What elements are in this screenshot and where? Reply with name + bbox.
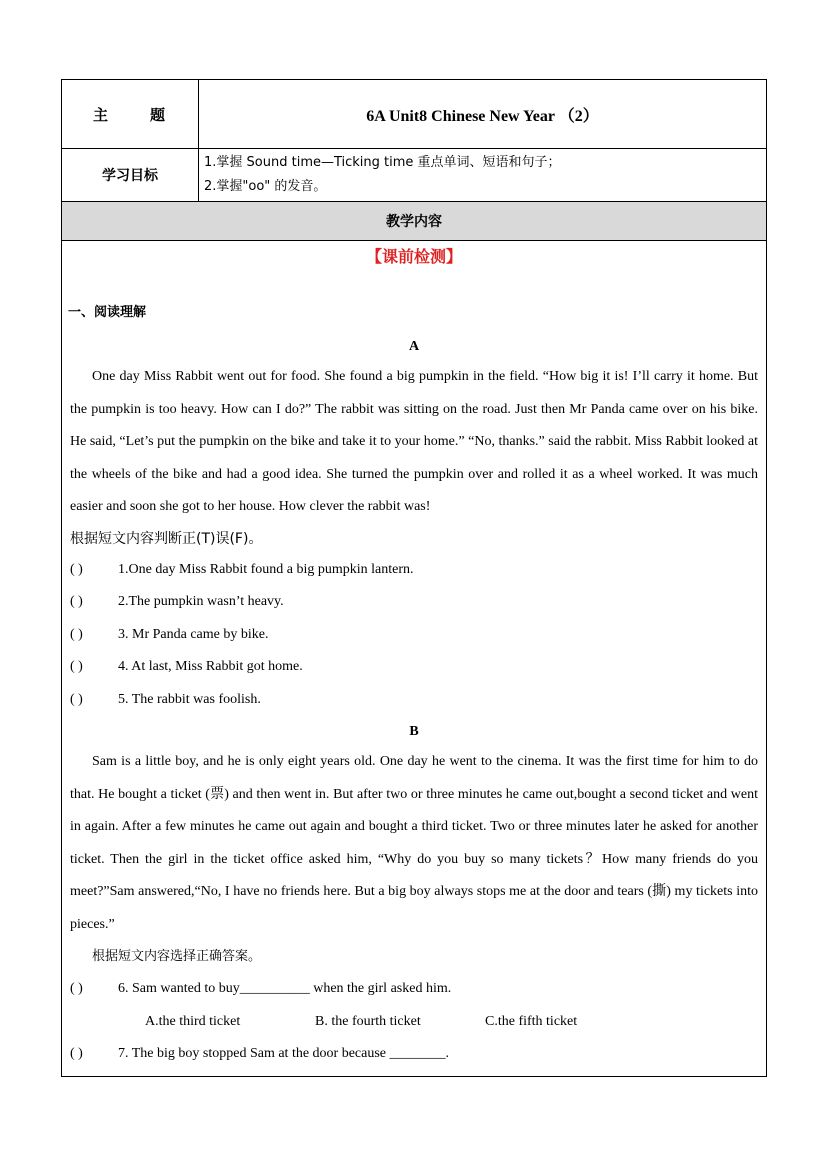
question-5 — [70, 684, 758, 717]
goal-line-1: 1.掌握 Sound time—Ticking time 重点单词、短语和句子； — [204, 155, 561, 170]
answer-blank[interactable]: ( ) — [70, 1046, 83, 1061]
option-a: A.the third ticket — [145, 1013, 241, 1029]
question-text: 6. Sam wanted to buy__________ when the girl asked him. — [118, 981, 452, 996]
content-cell — [62, 241, 767, 1077]
question-1 — [70, 554, 758, 587]
question-text: 1.One day Miss Rabbit found a big pumpkin lantern. — [118, 561, 414, 577]
worksheet-page — [61, 79, 767, 1077]
goal-label: 学习目标 — [62, 149, 199, 202]
question-6-options — [70, 1006, 758, 1039]
question-6 — [70, 973, 758, 1006]
question-3 — [70, 619, 758, 652]
passage-b-text: Sam is a little boy, and he is only eight years old. One day he went to the cinema. It was the first time for him to do that. He bought a ticket (票) and then went in. But after two or three minutes he came out,bought a second ticket and went in again. After a few minutes he came out again and bought a third ticket. Two or three minutes later he asked for another ticket. Then the girl in the ticket office asked him, “Why do you buy so many tickets？How many friends do you meet?”Sam answered,“No, I have no friends here. But a big boy always stops me at the door and tears (撕) my tickets into pieces.” — [70, 754, 758, 932]
answer-blank[interactable]: ( ) — [70, 626, 83, 642]
topic-label-char-1: 主 — [92, 105, 110, 124]
question-2 — [70, 586, 758, 619]
answer-blank[interactable]: ( ) — [70, 981, 83, 996]
option-b: B. the fourth ticket — [315, 1013, 421, 1029]
answer-blank[interactable]: ( ) — [70, 561, 83, 577]
question-text: 3. Mr Panda came by bike. — [118, 626, 269, 642]
goal-text-cell — [199, 149, 767, 202]
passage-b-title: B — [409, 724, 419, 739]
passage-a-instruction: 根据短文内容判断正(T)误(F)。 — [70, 530, 263, 547]
question-text: 2.The pumpkin wasn’t heavy. — [118, 594, 284, 609]
lesson-title: 6A Unit8 Chinese New Year （2） — [199, 80, 767, 149]
topic-label-cell — [62, 80, 199, 149]
goal-line-2: 2.掌握"oo" 的发音。 — [204, 179, 327, 194]
question-text: 4. At last, Miss Rabbit got home. — [118, 659, 303, 674]
topic-label-char-2: 题 — [150, 105, 168, 124]
question-7 — [70, 1038, 758, 1071]
question-text: 5. The rabbit was foolish. — [118, 691, 261, 707]
option-c: C.the fifth ticket — [485, 1013, 578, 1029]
section-title: 教学内容 — [62, 202, 767, 241]
question-4 — [70, 651, 758, 684]
part-one-heading: 一、阅读理解 — [68, 305, 147, 320]
passage-b-instruction: 根据短文内容选择正确答案。 — [92, 949, 262, 964]
passage-a-title: A — [408, 339, 420, 354]
pretest-heading: 【课前检测】 — [365, 247, 462, 266]
answer-blank[interactable]: ( ) — [70, 691, 83, 707]
question-text: 7. The big boy stopped Sam at the door because ________. — [118, 1046, 450, 1061]
lesson-table — [61, 79, 767, 1077]
answer-blank[interactable]: ( ) — [70, 659, 83, 674]
answer-blank[interactable]: ( ) — [70, 594, 83, 609]
passage-a-text: One day Miss Rabbit went out for food. She found a big pumpkin in the field. “How big it is! I’ll carry it home. But the pumpkin is too heavy. How can I do?” The rabbit was sitting on the road. Just then Mr Panda came over on his bike. He said, “Let’s put the pumpkin on the bike and take it to your home.” “No, thanks.” said the rabbit. Miss Rabbit looked at the wheels of the bike and had a good idea. She turned the pumpkin over and rolled it as a wheel worked. It was much easier and soon she got to her house. How clever the rabbit was! — [70, 369, 758, 514]
